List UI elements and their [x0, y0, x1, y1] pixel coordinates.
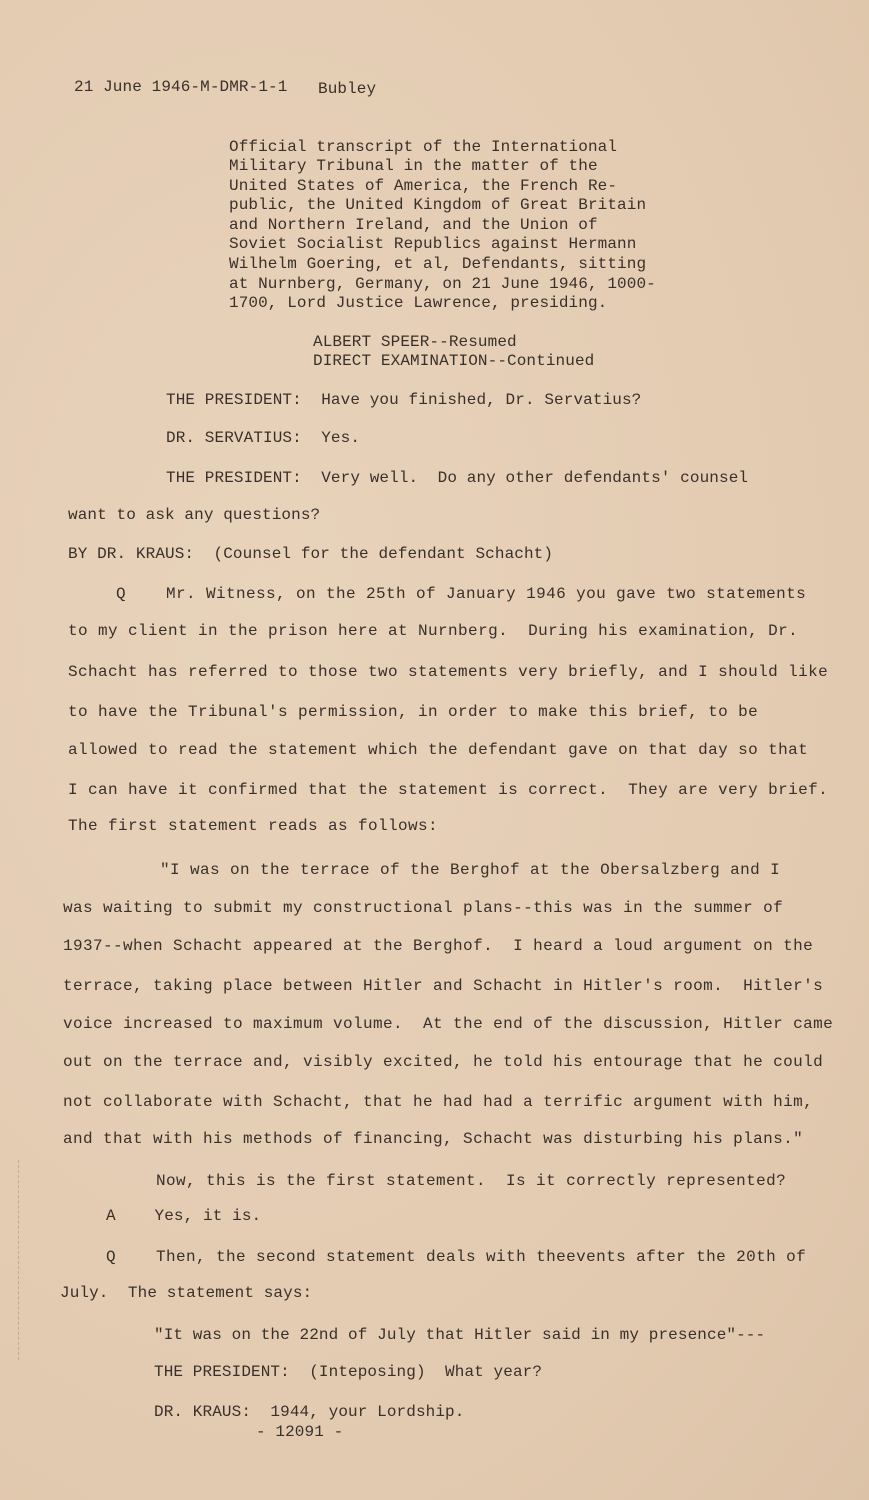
caption-line: and Northern Ireland, and the Union of — [229, 216, 598, 234]
transcript-line: THE PRESIDENT: Very well. Do any other defendants' counsel — [166, 469, 749, 487]
transcript-line: DR. KRAUS: 1944, your Lordship. — [154, 1403, 465, 1421]
page-edge-mark — [0, 1160, 19, 1360]
caption-line: Official transcript of the International — [229, 138, 618, 156]
transcript-line: A Yes, it is. — [106, 1207, 262, 1225]
transcript-line: The first statement reads as follows: — [68, 817, 439, 835]
examination-heading: DIRECT EXAMINATION--Continued — [313, 352, 595, 370]
caption-line: Soviet Socialist Republics against Hermann — [229, 235, 637, 253]
transcript-line: "I was on the terrace of the Berghof at the Obersalzberg and I — [160, 861, 781, 879]
transcript-line: allowed to read the statement which the defendant gave on that day so that — [68, 741, 809, 759]
transcript-line: 1937--when Schacht appeared at the Berghof. I heard a loud argument on the — [63, 937, 814, 955]
page-number: - 12091 - — [256, 1423, 344, 1441]
transcript-line: was waiting to submit my constructional plans--this was in the summer of — [63, 899, 784, 917]
transcript-line: DR. SERVATIUS: Yes. — [166, 429, 361, 447]
transcript-line: want to ask any questions? — [68, 506, 321, 524]
transcript-line: Now, this is the first statement. Is it correctly represented? — [156, 1172, 787, 1190]
reporter-name: Bubley — [318, 80, 377, 98]
caption-line: 1700, Lord Justice Lawrence, presiding. — [229, 294, 608, 312]
transcript-line: I can have it confirmed that the statement is correct. They are very brief. — [68, 781, 829, 799]
witness-heading: ALBERT SPEER--Resumed — [313, 333, 517, 351]
transcript-line: BY DR. KRAUS: (Counsel for the defendant Schacht) — [68, 545, 554, 563]
transcript-line: July. The statement says: — [60, 1284, 313, 1302]
document-reference: 21 June 1946-M-DMR-1-1 — [74, 78, 288, 96]
transcript-line: Q Then, the second statement deals with theevents after the 20th of — [106, 1248, 807, 1266]
transcript-line: to have the Tribunal's permission, in order to make this brief, to be — [68, 703, 759, 721]
transcript-line: terrace, taking place between Hitler and Schacht in Hitler's room. Hitler's — [63, 977, 824, 995]
caption-line: United States of America, the French Re- — [229, 177, 618, 195]
transcript-line: THE PRESIDENT: Have you finished, Dr. Servatius? — [166, 391, 642, 409]
caption-line: at Nurnberg, Germany, on 21 June 1946, 1000- — [229, 275, 656, 293]
caption-line: public, the United Kingdom of Great Britain — [229, 196, 647, 214]
transcript-line: THE PRESIDENT: (Inteposing) What year? — [154, 1363, 543, 1381]
transcript-line: not collaborate with Schacht, that he had had a terrific argument with him, — [63, 1093, 814, 1111]
transcript-line: "It was on the 22nd of July that Hitler said in my presence"--- — [154, 1326, 766, 1344]
transcript-line: out on the terrace and, visibly excited, he told his entourage that he could — [63, 1053, 824, 1071]
transcript-line: and that with his methods of financing, Schacht was disturbing his plans." — [63, 1130, 804, 1148]
transcript-line: Q Mr. Witness, on the 25th of January 1946 you gave two statements — [116, 585, 807, 603]
transcript-line: voice increased to maximum volume. At the end of the discussion, Hitler came — [63, 1015, 834, 1033]
transcript-line: Schacht has referred to those two statements very briefly, and I should like — [68, 663, 829, 681]
transcript-line: to my client in the prison here at Nurnberg. During his examination, Dr. — [68, 622, 799, 640]
caption-line: Wilhelm Goering, et al, Defendants, sitting — [229, 255, 647, 273]
caption-line: Military Tribunal in the matter of the — [229, 157, 598, 175]
